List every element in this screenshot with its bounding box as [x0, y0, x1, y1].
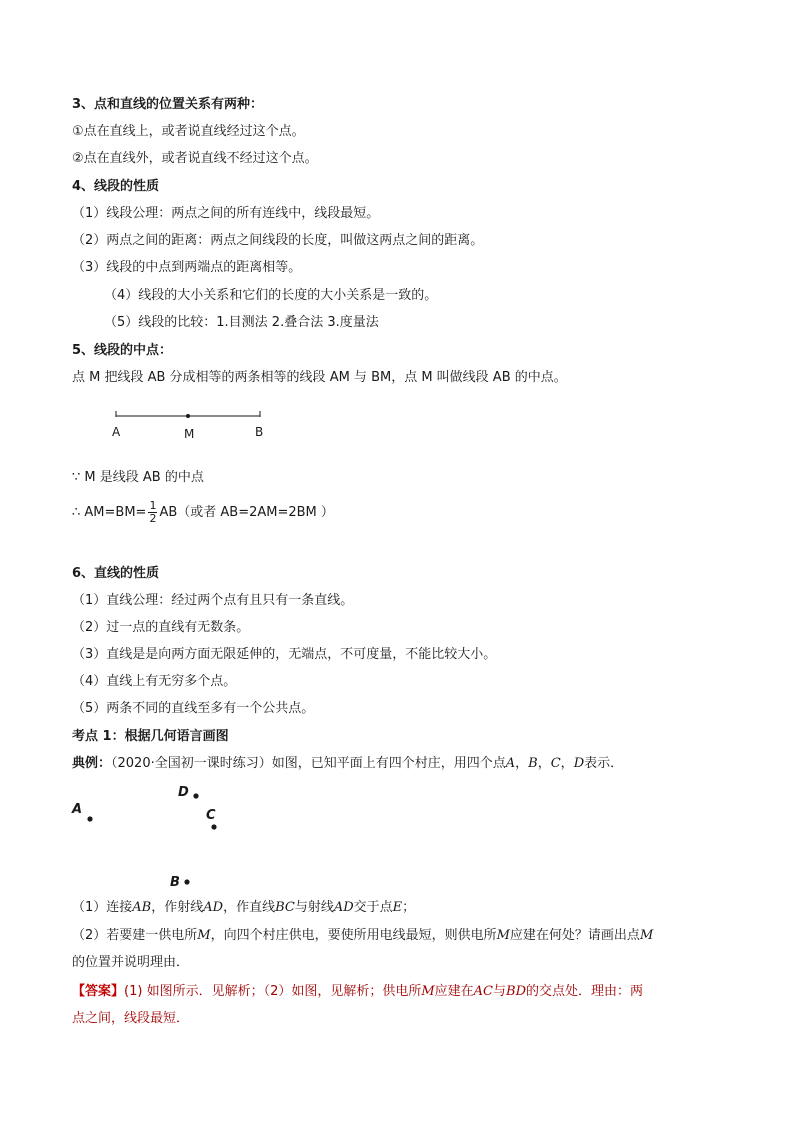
- label-a: A: [112, 425, 121, 439]
- section-6-item-3: （3）直线是是向两方面无限延伸的，无端点，不可度量，不能比较大小。: [72, 647, 497, 662]
- q1-text-2: ，作射线: [151, 900, 204, 915]
- answer-m: M: [421, 984, 435, 999]
- midpoint-m-dot: [186, 414, 190, 418]
- section-3-item-1: ①点在直线上，或者说直线经过这个点。: [72, 124, 305, 139]
- q1-e: E: [392, 900, 403, 915]
- section-4-item-4: （4）线段的大小关系和它们的长度的大小关系是一致的。: [104, 288, 438, 303]
- answer-bd: BD: [506, 984, 527, 999]
- point-b-dot: [184, 879, 189, 884]
- section-6-title: 6、直线的性质: [72, 566, 160, 581]
- question-2-line-2: 的位置并说明理由．: [72, 955, 190, 970]
- point-d-dot: [193, 793, 198, 798]
- answer-text-1: (1) 如图所示．见解析；（2）如图，见解析；供电所: [124, 984, 422, 999]
- example-text-end: 表示．: [584, 756, 624, 771]
- section-4-title: 4、线段的性质: [72, 179, 160, 194]
- question-1: [72, 899, 415, 917]
- example-point-c: C: [550, 756, 561, 771]
- q1-text-1: （1）连接: [72, 900, 133, 915]
- label-b: B: [255, 425, 264, 439]
- answer-text-3: 与: [493, 984, 507, 999]
- section-3-title: 3、点和直线的位置关系有两种：: [72, 97, 264, 112]
- q2-text-1: （2）若要建一供电所: [72, 928, 198, 943]
- point-d-label: D: [178, 785, 189, 800]
- section-6-item-1: （1）直线公理：经过两个点有且只有一条直线。: [72, 593, 354, 608]
- answer-text-4: 的交点处．理由：两: [526, 984, 644, 999]
- therefore-line: [72, 500, 334, 525]
- q2-m-2: M: [496, 928, 510, 943]
- point-a-label: A: [72, 802, 83, 817]
- example-point-a: A: [505, 756, 516, 771]
- answer-ac: AC: [473, 984, 494, 999]
- section-3-item-2: ②点在直线外，或者说直线不经过这个点。: [72, 151, 318, 166]
- q1-text-6: ；: [402, 900, 416, 915]
- q1-ab: AB: [132, 900, 152, 915]
- fraction-one-half: [148, 500, 157, 525]
- example-line: 典例：（2020·全国初一课时练习）如图，已知平面上有四个村庄，用四个点A，B，C，D表示．: [72, 756, 624, 771]
- section-4-item-1: （1）线段公理：两点之间的所有连线中，线段最短。: [72, 206, 380, 221]
- q1-text-4: 与射线: [294, 900, 334, 915]
- section-6-item-4: （4）直线上有无穷多个点。: [72, 674, 237, 689]
- example-label: 典例：: [72, 756, 112, 771]
- answer-text-2: 应建在: [434, 984, 474, 999]
- section-4-item-5: （5）线段的比较：1.目测法 2.叠合法 3.度量法: [104, 315, 379, 330]
- section-6-item-2: （2）过一点的直线有无数条。: [72, 620, 250, 635]
- q1-ad: AD: [203, 900, 224, 915]
- answer-line-2: 点之间，线段最短．: [72, 1011, 190, 1026]
- therefore-suffix: AB（或者 AB=2AM=2BM ）: [159, 505, 334, 520]
- section-5-description: 点 M 把线段 AB 分成相等的两条相等的线段 AM 与 BM，点 M 叫做线段 AB 的中点。: [72, 370, 567, 385]
- q2-text-3: 应建在何处？请画出点: [509, 928, 640, 943]
- example-point-d: D: [573, 756, 585, 771]
- point-c-label: C: [206, 808, 216, 823]
- example-point-b: B: [528, 756, 538, 771]
- q1-ad-2: AD: [333, 900, 354, 915]
- q1-text-3: ，作直线: [223, 900, 276, 915]
- q1-text-5: 交于点: [353, 900, 393, 915]
- label-m: M: [184, 427, 195, 441]
- because-line: ∵ M 是线段 AB 的中点: [72, 470, 204, 485]
- point-c-dot: [211, 824, 216, 829]
- section-4-item-3: （3）线段的中点到两端点的距离相等。: [72, 260, 302, 275]
- therefore-prefix: ∴ AM=BM=: [72, 505, 147, 520]
- q1-bc: BC: [275, 900, 295, 915]
- answer-line: [72, 983, 643, 1001]
- q2-text-2: ，向四个村庄供电，要使所用电线最短，则供电所: [210, 928, 497, 943]
- question-2: [72, 927, 653, 945]
- answer-label: 【答案】: [72, 984, 125, 999]
- segment-diagram: [100, 400, 280, 446]
- fraction-denominator: 2: [149, 512, 157, 525]
- point-b-label: B: [170, 875, 180, 890]
- section-6-item-5: （5）两条不同的直线至多有一个公共点。: [72, 701, 315, 716]
- q2-m-3: M: [639, 928, 654, 943]
- point-a-dot: [87, 816, 92, 821]
- section-5-title: 5、线段的中点：: [72, 343, 173, 358]
- village-points-diagram: [60, 780, 260, 895]
- q2-m-1: M: [197, 928, 211, 943]
- section-4-item-2: （2）两点之间的距离：两点之间线段的长度，叫做这两点之间的距离。: [72, 233, 484, 248]
- kaodian-title: 考点 1：根据几何语言画图: [72, 729, 229, 744]
- fraction-numerator: 1: [149, 499, 157, 512]
- example-text: （2020·全国初一课时练习）如图，已知平面上有四个村庄，用四个点: [111, 756, 506, 771]
